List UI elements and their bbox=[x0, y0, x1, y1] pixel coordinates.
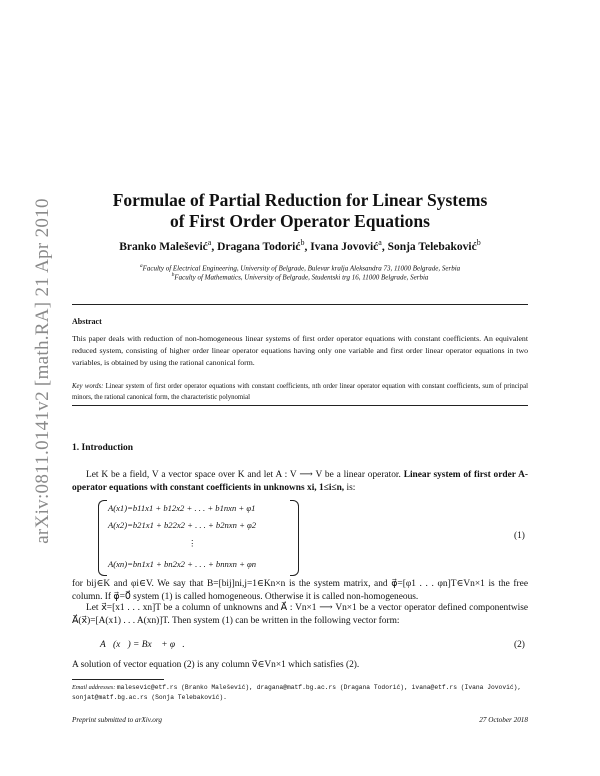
author-mark: b bbox=[476, 238, 481, 247]
keywords-text: Linear system of first order operator equations with constant coefficients, nth order linear operator equation with constant coefficients, sum of principal minors, the rational canonical form, the characteristic polynomial bbox=[72, 383, 528, 401]
abstract-bottom-rule bbox=[72, 405, 528, 406]
affiliation-text: Faculty of Mathematics, University of Belgrade, Studentski trg 16, 11000 Belgrade, Serbia bbox=[174, 273, 429, 282]
affiliation-a bbox=[60, 263, 540, 272]
equation-number-1: (1) bbox=[514, 531, 525, 541]
abstract-top-rule bbox=[72, 304, 528, 305]
para1-end: is: bbox=[344, 483, 356, 493]
abstract-body: This paper deals with reduction of non-homogeneous linear systems of first order operator equations with constant coefficients. An equivalent reduced system, consisting of higher order linear operator equations having only one variable and first order linear operator equations in two variables, is obtained by using the rational canonical form. bbox=[72, 334, 528, 367]
arxiv-side-stamp: arXiv:0811.0141v2 [math.RA] 21 Apr 2010 bbox=[32, 198, 53, 544]
email-footnote bbox=[72, 683, 528, 703]
author-list: Branko Malešević$^a$, Dragana Todorić$^b$, Ivana Jovović$^a$, Sonja Telebaković$^b$ bbox=[119, 238, 481, 253]
author-name: Ivana Jovović bbox=[310, 240, 379, 253]
system-row-1: A(x1)=b11x1 + b12x2 + . . . + b1nxn + φ1 bbox=[108, 503, 256, 513]
paper-title bbox=[60, 190, 540, 232]
author-mark: b bbox=[300, 238, 305, 247]
intro-paragraph-4: A solution of vector equation (2) is any column v⃗∈Vn×1 which satisfies (2). bbox=[72, 660, 360, 670]
intro-paragraph-2: for bij∈K and φi∈V. We say that B=[bij]ni,j=1∈Kn×n is the system matrix, and φ⃗=[φ1 . . . φn]T∈Vn×1 is the free column. If φ⃗=0⃗ system (1) is called homogeneous. Otherwise it is called non-homogeneous. bbox=[72, 579, 528, 602]
preprint-date: 27 October 2018 bbox=[479, 716, 528, 724]
affiliation-mark: a bbox=[139, 263, 143, 269]
footnote-rule bbox=[72, 679, 164, 680]
intro-paragraph-1 bbox=[72, 469, 528, 495]
abstract-heading: Abstract bbox=[72, 317, 102, 326]
para1-bold: Linear system of first order A-operator equations with constant coefficients in unknowns xi, 1≤i≤n, bbox=[72, 470, 528, 493]
title-line-2: of First Order Operator Equations bbox=[170, 211, 430, 231]
system-row-n: A(xn)=bn1x1 + bn2x2 + . . . + bnnxn + φn bbox=[108, 559, 257, 569]
vector-form-equation: A⃗(x⃗) = Bx⃗ + φ⃗. bbox=[100, 640, 185, 650]
left-brace bbox=[98, 500, 107, 576]
system-row-2: A(x2)=b21x1 + b22x2 + . . . + b2nxn + φ2 bbox=[108, 520, 257, 530]
right-brace bbox=[290, 500, 299, 576]
system-vdots: ⋮ bbox=[188, 538, 197, 548]
para1-start: Let K be a field, V a vector space over K and let A : V ⟶ V be a linear operator. bbox=[86, 470, 404, 480]
preprint-note: Preprint submitted to arXiv.org bbox=[72, 716, 162, 724]
section-heading: 1. Introduction bbox=[72, 443, 134, 453]
equation-system bbox=[98, 500, 298, 574]
author-name: Branko Malešević bbox=[119, 240, 208, 253]
affiliation-text: Faculty of Electrical Engineering, University of Belgrade, Bulevar kralja Aleksandra 73, 11000 Belgrade, Serbia bbox=[142, 264, 461, 273]
keywords bbox=[72, 381, 528, 403]
footnote-label: Email addresses: bbox=[72, 684, 116, 691]
intro-paragraph-3: Let x⃗=[x1 . . . xn]T be a column of unknowns and A⃗ : Vn×1 ⟶ Vn×1 be a vector operator defined componentwise A⃗(x⃗)=[A(x1) . . . A(xn)]T. Then system (1) can be written in the following vector form: bbox=[72, 603, 528, 626]
footnote-text: malesevic@etf.rs (Branko Malešević), dragana@matf.bg.ac.rs (Dragana Todorić), ivana@etf.rs (Ivana Jovović), sonjat@matf.bg.ac.rs (Sonja Telebaković). bbox=[72, 684, 522, 701]
keywords-label: Key words: bbox=[72, 383, 104, 390]
equation-number-2: (2) bbox=[514, 640, 525, 650]
affiliation-b bbox=[60, 272, 540, 281]
author-mark: a bbox=[378, 238, 382, 247]
title-line-1: Formulae of Partial Reduction for Linear Systems bbox=[112, 190, 488, 210]
author-name: Dragana Todorić bbox=[217, 240, 301, 253]
affiliation-mark: b bbox=[171, 272, 175, 278]
author-mark: a bbox=[207, 238, 212, 247]
author-name: Sonja Telebaković bbox=[387, 240, 477, 253]
